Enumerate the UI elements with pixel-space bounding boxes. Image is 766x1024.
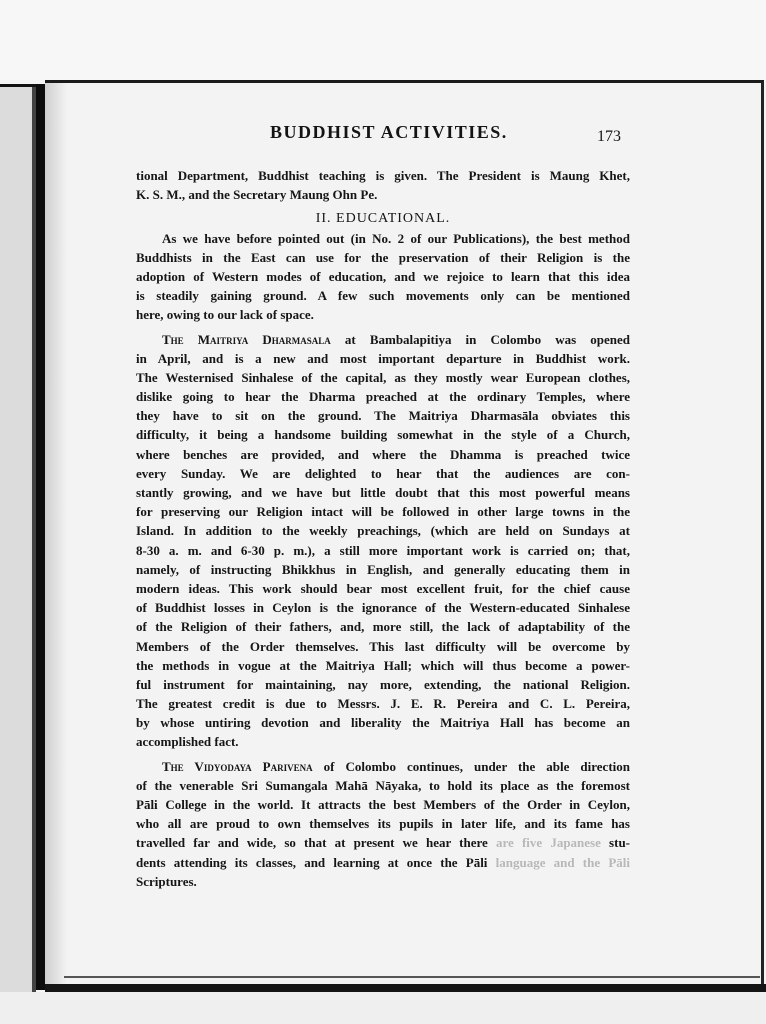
body-line: they have to sit on the ground. The Maitriya Dharmasāla obviates this [136,408,630,424]
book-gutter [36,84,45,990]
body-line: tional Department, Buddhist teaching is given. The President is Maung Khet, [136,168,630,183]
body-line: Members of the Order themselves. This last difficulty will be overcome by [136,638,630,654]
body-line: Island. In addition to the weekly preachings, (which are held on Sundays at [136,523,630,539]
body-line: stantly growing, and we have but little doubt that this most powerful means [136,485,630,500]
body-line: in April, and is a new and most important departure in Buddhist work. [136,350,630,366]
body-line-text: stu- [600,835,630,851]
body-line: who all are proud to own themselves its pupils in later life, and its fame has [136,816,630,832]
body-line: dislike going to hear the Dharma preached at the ordinary Temples, where [136,389,630,405]
body-line: adoption of Western modes of education, and we rejoice to learn that this idea [136,268,630,284]
maitriya-title: The Maitriya Dharmasala [162,331,331,347]
page-body-text [136,166,630,891]
body-line: by whose untiring devotion and liberality the Maitriya Hall has become an [136,715,630,731]
body-line-text: of Colombo continues, under the able direction [312,758,630,774]
body-line: accomplished fact. [136,734,239,750]
page-number: 173 [597,128,621,145]
page-bottom-line [64,976,760,978]
body-line: Scriptures. [136,873,197,889]
body-line: ful instrument for maintaining, nay more, extending, the national Religion. [136,676,630,692]
body-line: of the Religion of their fathers, and, more still, the lack of adaptability of the [136,619,630,635]
vidyodaya-title: The Vidyodaya Parivena [162,758,313,774]
vidyodaya-first-line [136,757,630,776]
body-line-text: travelled far and wide, so that at present we hear there [136,835,496,851]
body-line: K. S. M., and the Secretary Maung Ohn Pe. [136,187,378,203]
body-line-faded [136,853,630,872]
scan-bottom-margin [0,992,766,1024]
body-line: 8-30 a. m. and 6-30 p. m.), a still more important work is carried on; that, [136,542,630,558]
body-line: Pāli College in the world. It attracts the best Members of the Order in Ceylon, [136,797,630,812]
body-line: the methods in vogue at the Maitriya Hall; which will thus become a power- [136,657,630,673]
body-line: of the venerable Sri Sumangala Mahā Nāyaka, to hold its place as the foremost [136,777,630,793]
body-line: here, owing to our lack of space. [136,307,314,323]
body-line: The Westernised Sinhalese of the capital, as they mostly wear European clothes, [136,369,630,385]
running-title: BUDDHIST ACTIVITIES. [270,122,508,142]
body-line: As we have before pointed out (in No. 2 of our Publications), the best method [162,230,630,246]
facing-page-edge [0,84,36,993]
page-bottom-edge [45,984,766,992]
maitriya-first-line [136,330,630,349]
faded-text: language and the Pāli [495,854,630,870]
page-curve-shadow [45,83,67,987]
body-line: Buddhists in the East can use for the preservation of their Religion is the [136,249,630,265]
body-line: modern ideas. This work should bear most excellent fruit, for the chief cause [136,580,630,596]
body-line: for preserving our Religion intact will be followed in other large towns in the [136,504,630,520]
body-line-text: at Bambalapitiya in Colombo was opened [330,331,630,347]
body-line: The greatest credit is due to Messrs. J. E. R. Pereira and C. L. Pereira, [136,696,630,712]
body-line: is steadily gaining ground. A few such movements only can be mentioned [136,288,630,304]
body-line-faded [136,833,630,852]
body-line-text: dents attending its classes, and learning at once the Pāli [136,854,496,870]
body-line: difficulty, it being a handsome building somewhat in the style of a Church, [136,427,630,443]
body-line: every Sunday. We are delighted to hear that the audiences are con- [136,465,630,481]
body-line: where benches are provided, and where the Dhamma is preached twice [136,446,630,462]
faded-text: are five Japanese [495,835,601,851]
section-heading: II. EDUCATIONAL. [315,211,451,227]
body-line: of Buddhist losses in Ceylon is the ignorance of the Western-educated Sinhalese [136,600,630,616]
body-line: namely, of instructing Bhikkhus in English, and generally educating them in [136,561,630,577]
scan-top-margin [0,0,766,80]
